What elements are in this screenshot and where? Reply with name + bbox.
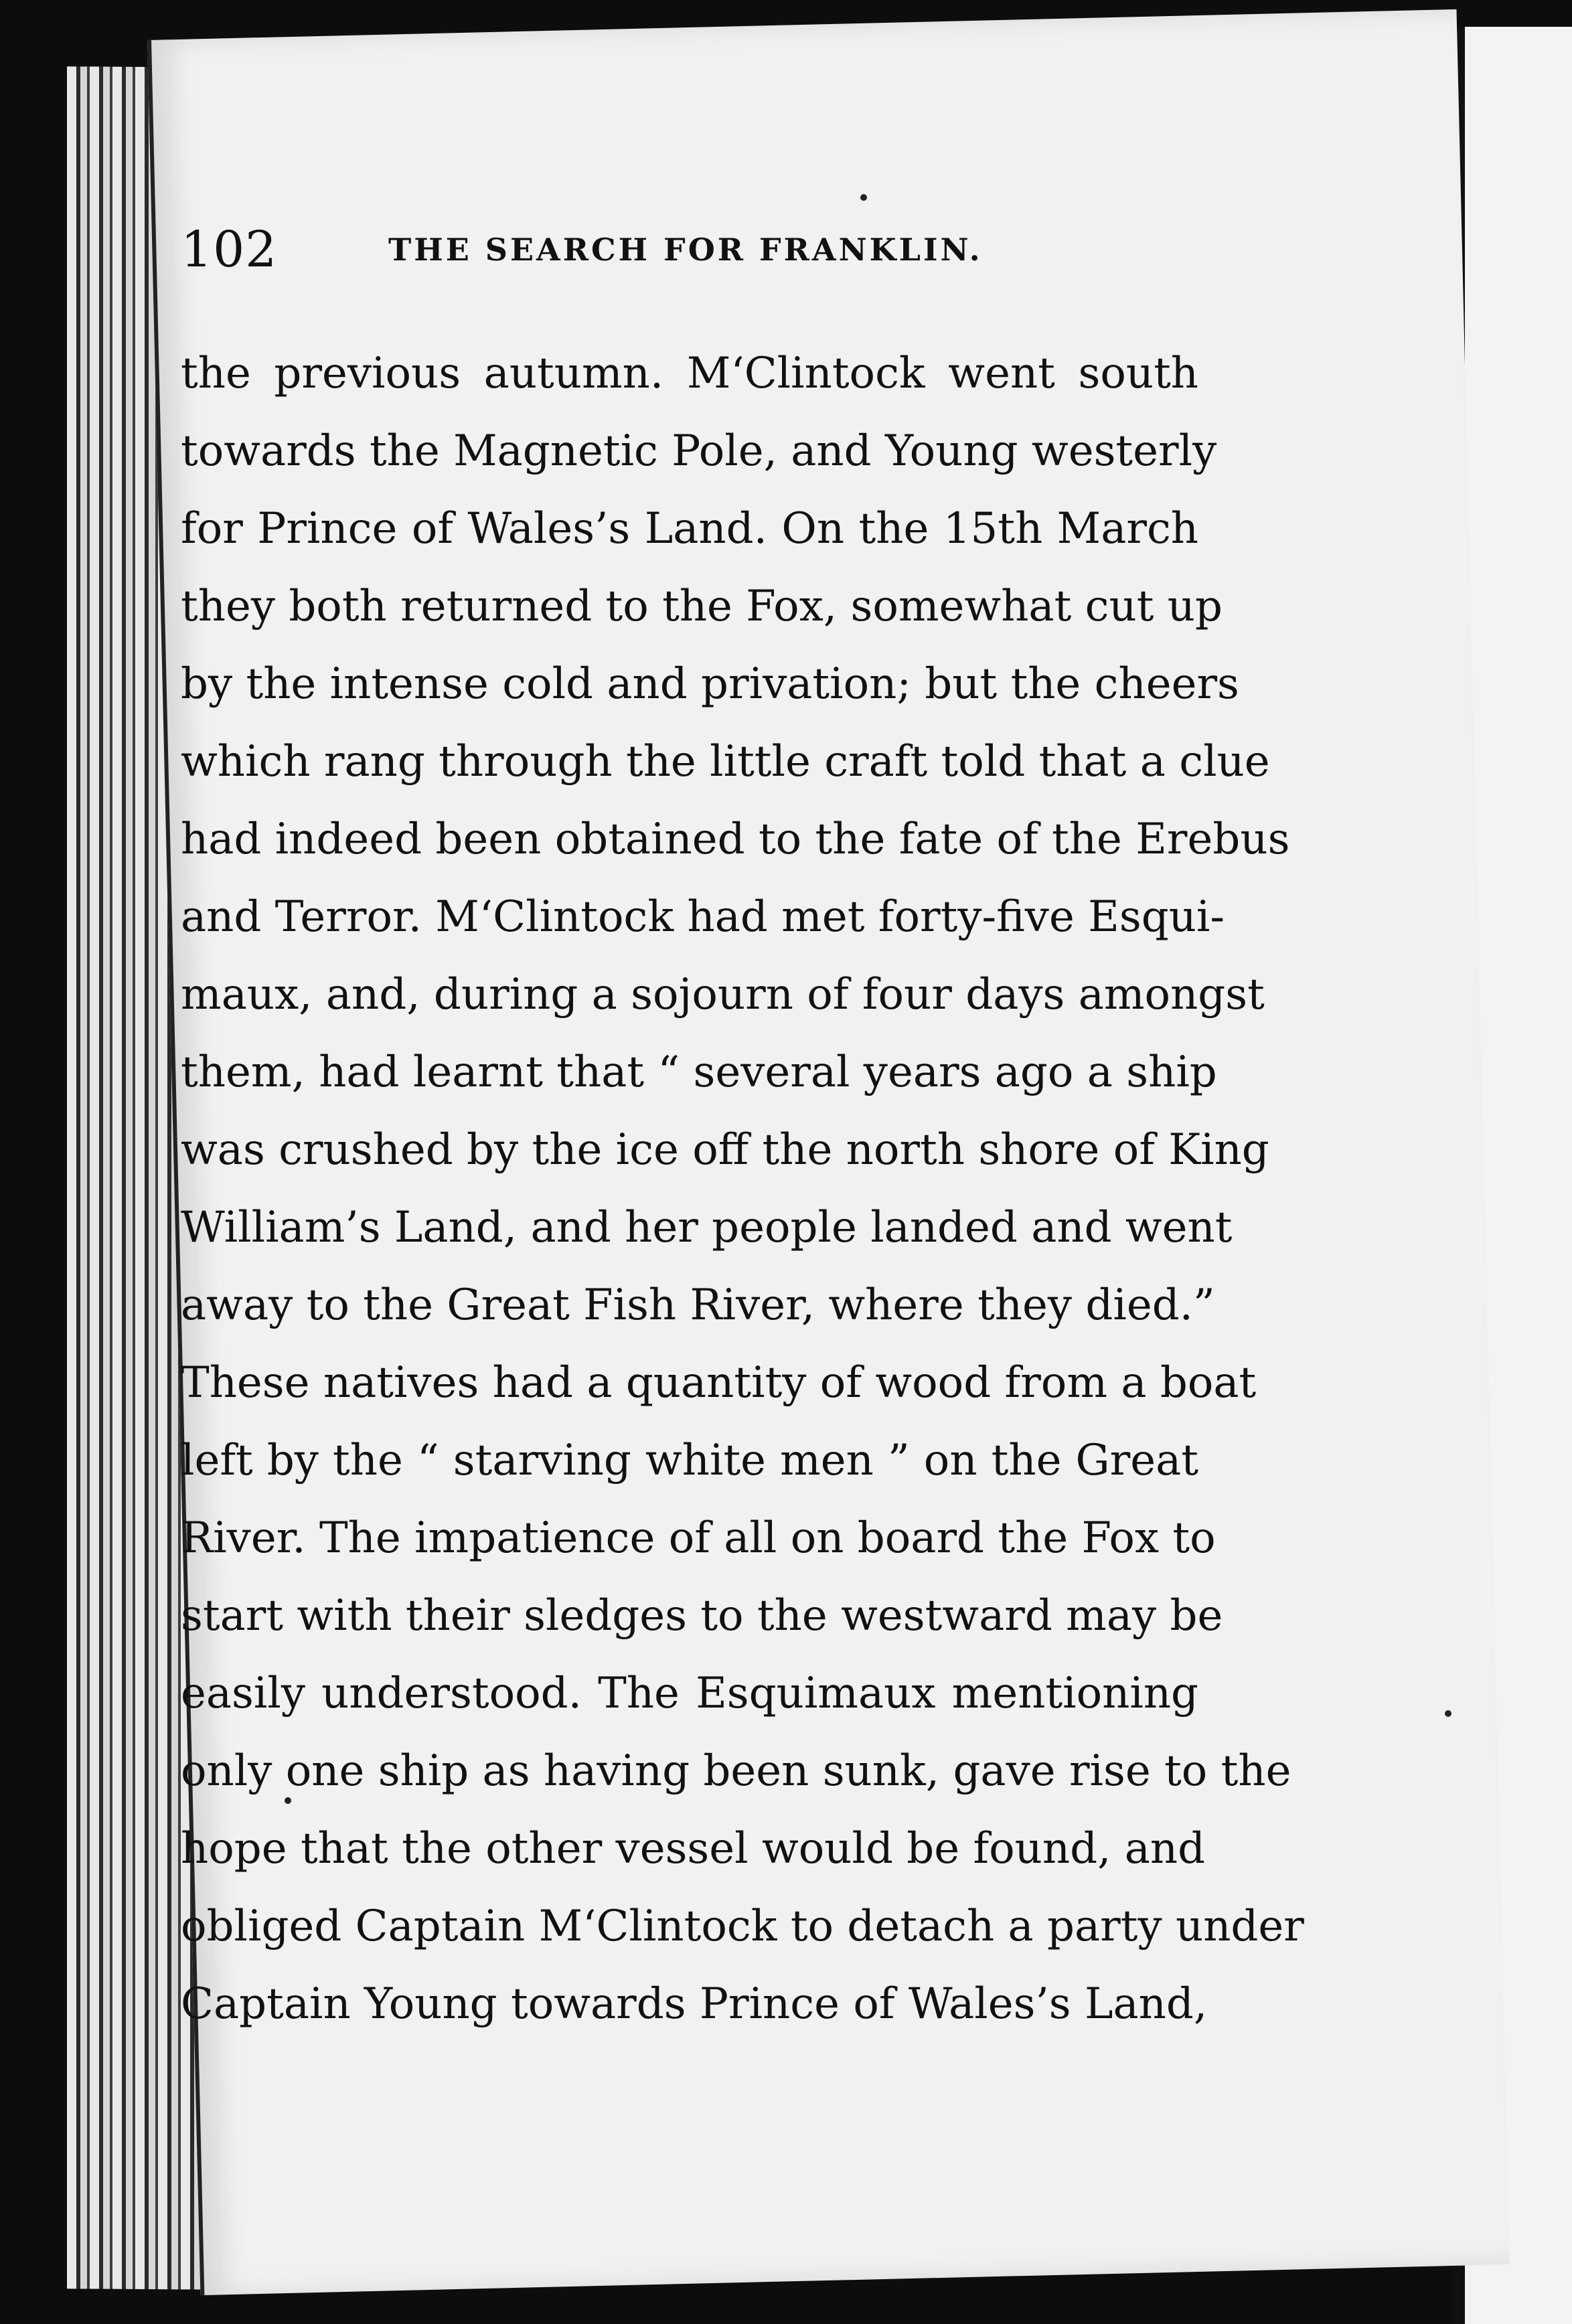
text-line: hope that the other vessel would be found, and (181, 1824, 1206, 1874)
text-line: and Terror. M‘Clintock had met forty-five Esqui- (181, 892, 1225, 942)
text-line: which rang through the little craft told that a clue (181, 737, 1270, 786)
text-line: These natives had a quantity of wood from a boat (181, 1358, 1257, 1408)
text-line: left by the “ starving white men ” on the Great (181, 1436, 1198, 1485)
text-line: had indeed been obtained to the fate of the Erebus (181, 815, 1290, 864)
page-number: 102 (181, 221, 278, 278)
text-line: the previous autumn. M‘Clintock went south (181, 349, 1198, 398)
text-line: William’s Land, and her people landed and went (181, 1203, 1233, 1252)
page-header (181, 221, 1252, 295)
text-line: easily understood. The Esquimaux mentioning (181, 1669, 1198, 1718)
body-text (181, 335, 1304, 2043)
text-line: they both returned to the Fox, somewhat cut up (181, 582, 1223, 631)
ink-speck (860, 194, 867, 201)
text-line: towards the Magnetic Pole, and Young westerly (181, 426, 1217, 476)
text-line: River. The impatience of all on board the Fox to (181, 1513, 1216, 1563)
text-line: them, had learnt that “ several years ago a ship (181, 1048, 1217, 1097)
text-line: only one ship as having been sunk, gave rise to the (181, 1746, 1291, 1796)
text-line: start with their sledges to the westward may be (181, 1591, 1223, 1641)
text-line: was crushed by the ice off the north shore of King (181, 1125, 1269, 1175)
text-line: by the intense cold and privation; but the cheers (181, 659, 1239, 709)
ink-speck (1445, 1710, 1451, 1717)
text-line: away to the Great Fish River, where they died.” (181, 1280, 1215, 1330)
text-line: obliged Captain M‘Clintock to detach a party under (181, 1902, 1304, 1951)
running-title: THE SEARCH FOR FRANKLIN. (388, 232, 983, 268)
ink-speck (285, 1797, 291, 1804)
text-line: for Prince of Wales’s Land. On the 15th March (181, 504, 1198, 554)
text-line: Captain Young towards Prince of Wales’s Land, (181, 1979, 1208, 2029)
text-line: maux, and, during a sojourn of four days amongst (181, 970, 1265, 1019)
